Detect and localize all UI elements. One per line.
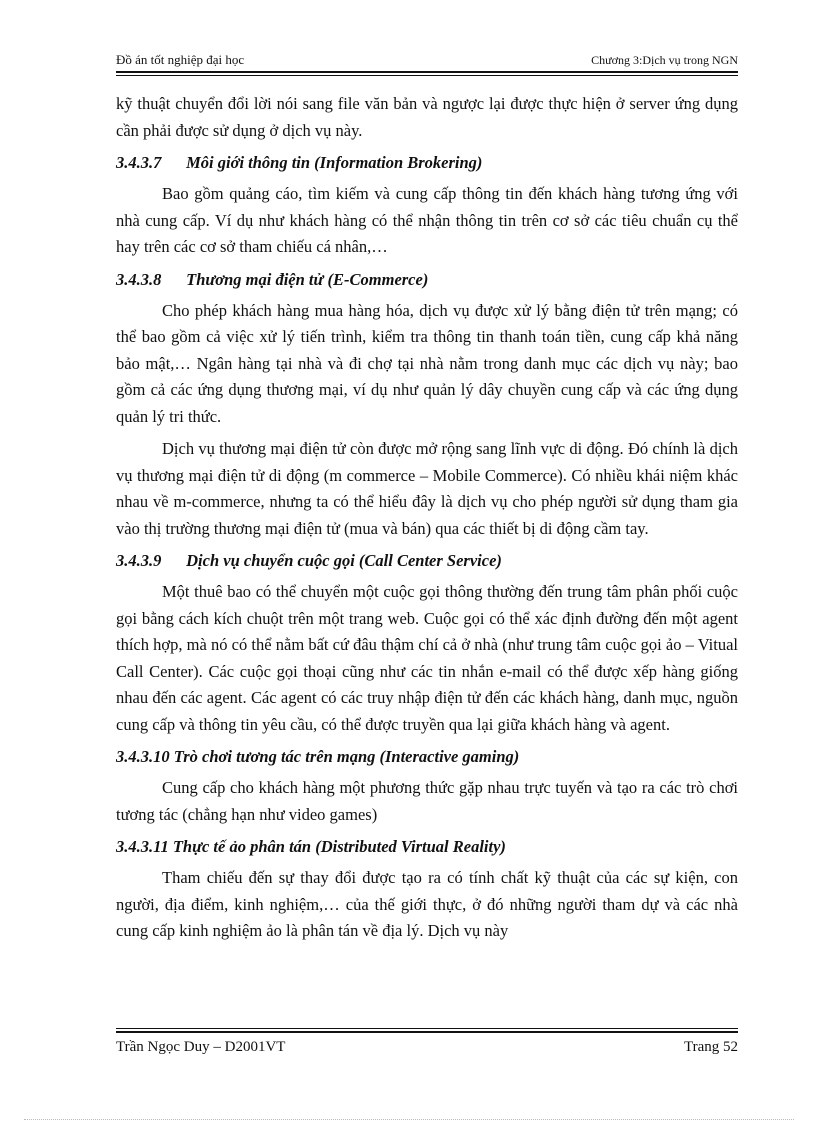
section-number: 3.4.3.7 [116,153,162,172]
section-title: Môi giới thông tin (Information Brokering) [186,153,483,172]
footer-author: Trần Ngọc Duy – D2001VT [116,1039,286,1055]
section-title: Thương mại điện tử (E-Commerce) [186,269,429,289]
page-number: Trang 52 [683,1039,738,1055]
body-paragraph: Dịch vụ thương mại điện tử còn được mở rộng sang lĩnh vực di động. Đó chính là dịch vụ thương mại điện tử di động (m commerce – Mobile Commerce). Có nhiều khái niệm khác nhau về m-commerce, nhưng ta có thể hiểu đây là dịch vụ cho phép người sử dụng tham gia vào thị trường thương mại điện tử (mua và bán) qua các thiết bị di động cầm tay. [116,439,738,538]
section-title: Trò chơi tương tác trên mạng (Interactive gaming) [173,747,520,766]
section-title: Thực tế ảo phân tán (Distributed Virtual Reality) [172,837,506,856]
header-rule-thick [116,71,738,73]
body-paragraph: Tham chiếu đến sự thay đổi được tạo ra có tính chất kỹ thuật của các sự kiện, con người, địa điểm, kinh nghiệm,… của thế giới thực, ở đó những người tham dự và các nhà cung cấp kinh nghiệm ảo là phân tán về địa lý. Dịch vụ này [116,868,738,940]
body-paragraph: Cung cấp cho khách hàng một phương thức gặp nhau trực tuyến và tạo ra các trò chơi tương tác (chẳng hạn như video games) [116,778,738,824]
page-body [116,91,738,951]
section-number: 3.4.3.10 [116,747,170,766]
header-chapter-title: Chương 3:Dịch vụ trong NGN [591,53,738,67]
header-document-title: Đồ án tốt nghiệp đại học [116,52,245,67]
body-paragraph: Một thuê bao có thể chuyển một cuộc gọi thông thường đến trung tâm phân phối cuộc gọi bằng cách kích chuột trên một trang web. Cuộc gọi có thể xác định đường đến một agent thích hợp, mà nó có thể nằm bất cứ đâu thậm chí cả ở nhà (như trung tâm cuộc gọi ảo – Vitual Call Center). Các cuộc gọi thoại cũng như các tin nhắn e-mail có thể được xếp hàng giống nhau đến các agent. Các agent có các truy nhập điện tử đến các khách hàng, danh mục, nguồn cung cấp và thông tin yêu cầu, có thể được truyền qua lại giữa khách hàng và agent. [116,582,738,734]
section-heading [116,834,738,860]
section-number: 3.4.3.9 [116,551,162,570]
body-paragraph: Cho phép khách hàng mua hàng hóa, dịch vụ được xử lý bằng điện tử trên mạng; có thể bao gồm cả việc xử lý tiến trình, kiểm tra thông tin thanh toán tiền, cung cấp khả năng bảo mật,… Ngân hàng tại nhà và đi chợ tại nhà nằm trong danh mục các dịch vụ này; bao gồm cả các ứng dụng thương mại, ví dụ như quản lý dây chuyền cung cấp và các ứng dụng quản lý tri thức. [116,300,738,426]
section-number: 3.4.3.8 [116,269,162,289]
section-heading [116,267,738,293]
footer-rule-thin [116,1028,738,1029]
section-number: 3.4.3.11 [116,837,169,856]
footer-rule-thick [116,1031,738,1033]
page-header [116,52,738,70]
section-heading [116,150,738,176]
page-edge-divider [24,1119,794,1120]
body-paragraph: kỹ thuật chuyển đổi lời nói sang file văn bản và ngược lại được thực hiện ở server ứng dụng cần phải được sử dụng ở dịch vụ này. [116,94,738,140]
header-rule-thin [116,75,738,76]
section-heading [116,744,738,770]
page-footer [116,1037,738,1057]
section-heading [116,548,738,574]
section-title: Dịch vụ chuyển cuộc gọi (Call Center Service) [186,551,502,570]
body-paragraph: Bao gồm quảng cáo, tìm kiếm và cung cấp thông tin đến khách hàng tương ứng với nhà cung cấp. Ví dụ như khách hàng có thể nhận thông tin trên cơ sở các tiêu chuẩn cụ thể hay trên các cơ sở tham chiếu cá nhân,… [116,184,738,256]
